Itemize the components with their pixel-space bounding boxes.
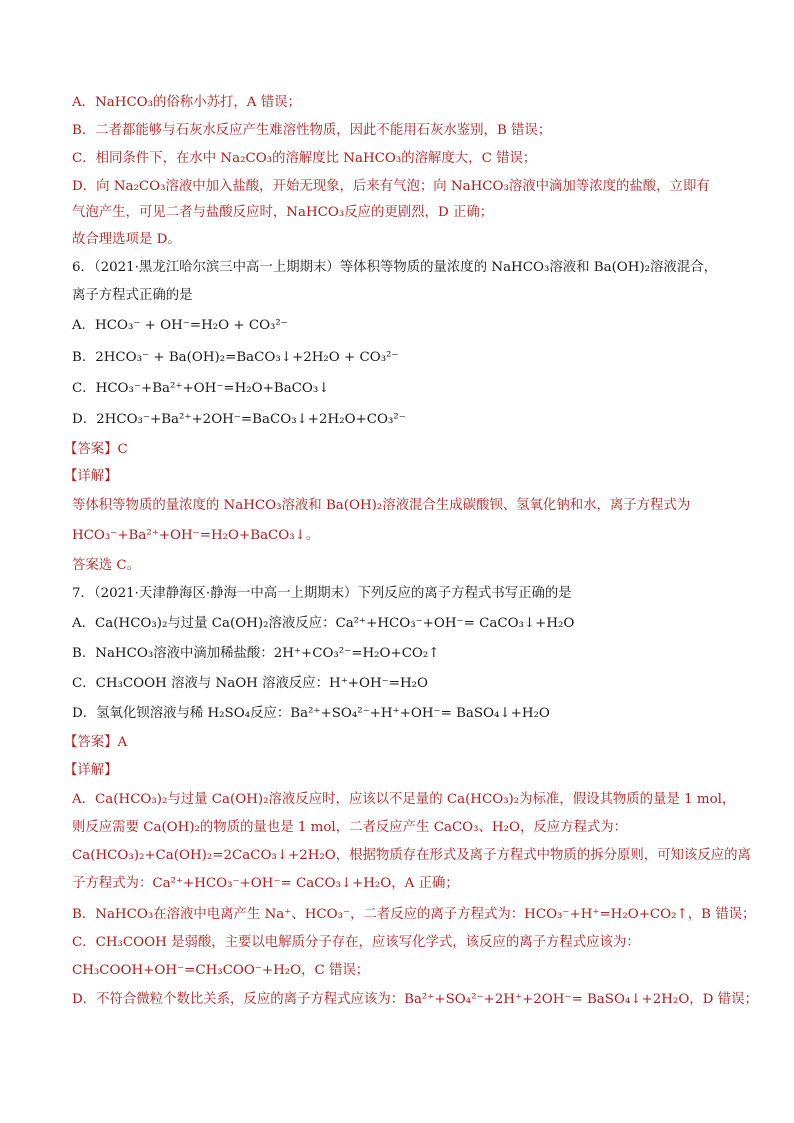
- question-stem: 7．（2021·天津静海区·静海一中高一上期期末）下列反应的离子方程式书写正确的是: [72, 586, 572, 601]
- explanation-line: B．NaHCO₃在溶液中电离产生 Na⁺、HCO₃⁻，二者反应的离子方程式为：HCO₃⁻+H⁺=H₂O+CO₂↑，B 错误；: [72, 907, 756, 922]
- explanation-label: 【详解】: [64, 469, 118, 484]
- explanation-line: 子方程式为：Ca²⁺+HCO₃⁻+OH⁻= CaCO₃↓+H₂O，A 正确；: [72, 876, 459, 891]
- text-line: D．向 Na₂CO₃溶液中加入盐酸，开始无现象，后来有气泡；向 NaHCO₃溶液中滴加等浓度的盐酸，立即有: [72, 179, 710, 194]
- explanation-line: CH₃COOH+OH⁻=CH₃COO⁻+H₂O，C 错误；: [72, 963, 370, 978]
- option-b: B．NaHCO₃溶液中滴加稀盐酸：2H⁺+CO₃²⁻=H₂O+CO₂↑: [72, 646, 440, 661]
- text-line: C．相同条件下，在水中 Na₂CO₃的溶解度比 NaHCO₃的溶解度大，C 错误；: [72, 151, 537, 166]
- explanation-line: C．CH₃COOH 是弱酸，主要以电解质分子存在，应该写化学式，该反应的离子方程式应该为：: [72, 935, 640, 950]
- option-d: D．2HCO₃⁻+Ba²⁺+2OH⁻=BaCO₃↓+2H₂O+CO₃²⁻: [72, 412, 406, 427]
- answer-label: 【答案】C: [64, 442, 128, 457]
- option-d: D．氢氧化钡溶液与稀 H₂SO₄反应：Ba²⁺+SO₄²⁻+H⁺+OH⁻= BaSO₄↓+H₂O: [72, 706, 550, 721]
- option-a: A．HCO₃⁻ + OH⁻=H₂O + CO₃²⁻: [72, 318, 288, 333]
- explanation-line: 答案选 C。: [72, 558, 141, 573]
- option-b: B．2HCO₃⁻ + Ba(OH)₂=BaCO₃↓+2H₂O + CO₃²⁻: [72, 350, 399, 365]
- option-c: C．CH₃COOH 溶液与 NaOH 溶液反应：H⁺+OH⁻=H₂O: [72, 676, 428, 691]
- text-line: B．二者都能够与石灰水反应产生难溶性物质，因此不能用石灰水鉴别，B 错误；: [72, 123, 552, 138]
- explanation-line: 则反应需要 Ca(OH)₂的物质的量也是 1 mol，二者反应产生 CaCO₃、H₂O，反应方程式为：: [72, 820, 628, 835]
- question-stem: 6．（2021·黑龙江哈尔滨三中高一上期期末）等体积等物质的量浓度的 NaHCO₃溶液和 Ba(OH)₂溶液混合，: [72, 260, 717, 275]
- option-a: A．Ca(HCO₃)₂与过量 Ca(OH)₂溶液反应：Ca²⁺+HCO₃⁻+OH⁻= CaCO₃↓+H₂O: [72, 616, 575, 631]
- explanation-line: Ca(HCO₃)₂+Ca(OH)₂=2CaCO₃↓+2H₂O，根据物质存在形式及离子方程式中物质的拆分原则，可知该反应的离: [72, 848, 751, 863]
- answer-label: 【答案】A: [64, 735, 128, 750]
- text-line: 气泡产生，可见二者与盐酸反应时，NaHCO₃反应的更剧烈，D 正确；: [72, 205, 494, 220]
- explanation-line: D．不符合微粒个数比关系，反应的离子方程式应该为：Ba²⁺+SO₄²⁻+2H⁺+2OH⁻= BaSO₄↓+2H₂O，D 错误；: [72, 992, 758, 1007]
- explanation-line: A．Ca(HCO₃)₂与过量 Ca(OH)₂溶液反应时，应该以不足量的 Ca(HCO₃)₂为标准，假设其物质的量是 1 mol，: [72, 792, 736, 807]
- explanation-line: HCO₃⁻+Ba²⁺+OH⁻=H₂O+BaCO₃↓。: [72, 528, 320, 543]
- option-c: C．HCO₃⁻+Ba²⁺+OH⁻=H₂O+BaCO₃↓: [72, 381, 330, 396]
- explanation-line: 等体积等物质的量浓度的 NaHCO₃溶液和 Ba(OH)₂溶液混合生成碳酸钡、氢氧化钠和水，离子方程式为: [72, 498, 691, 513]
- question-stem: 离子方程式正确的是: [72, 288, 193, 303]
- explanation-label: 【详解】: [64, 763, 118, 778]
- text-line: 故合理选项是 D。: [72, 232, 181, 247]
- text-line: A．NaHCO₃的俗称小苏打，A 错误；: [72, 95, 301, 110]
